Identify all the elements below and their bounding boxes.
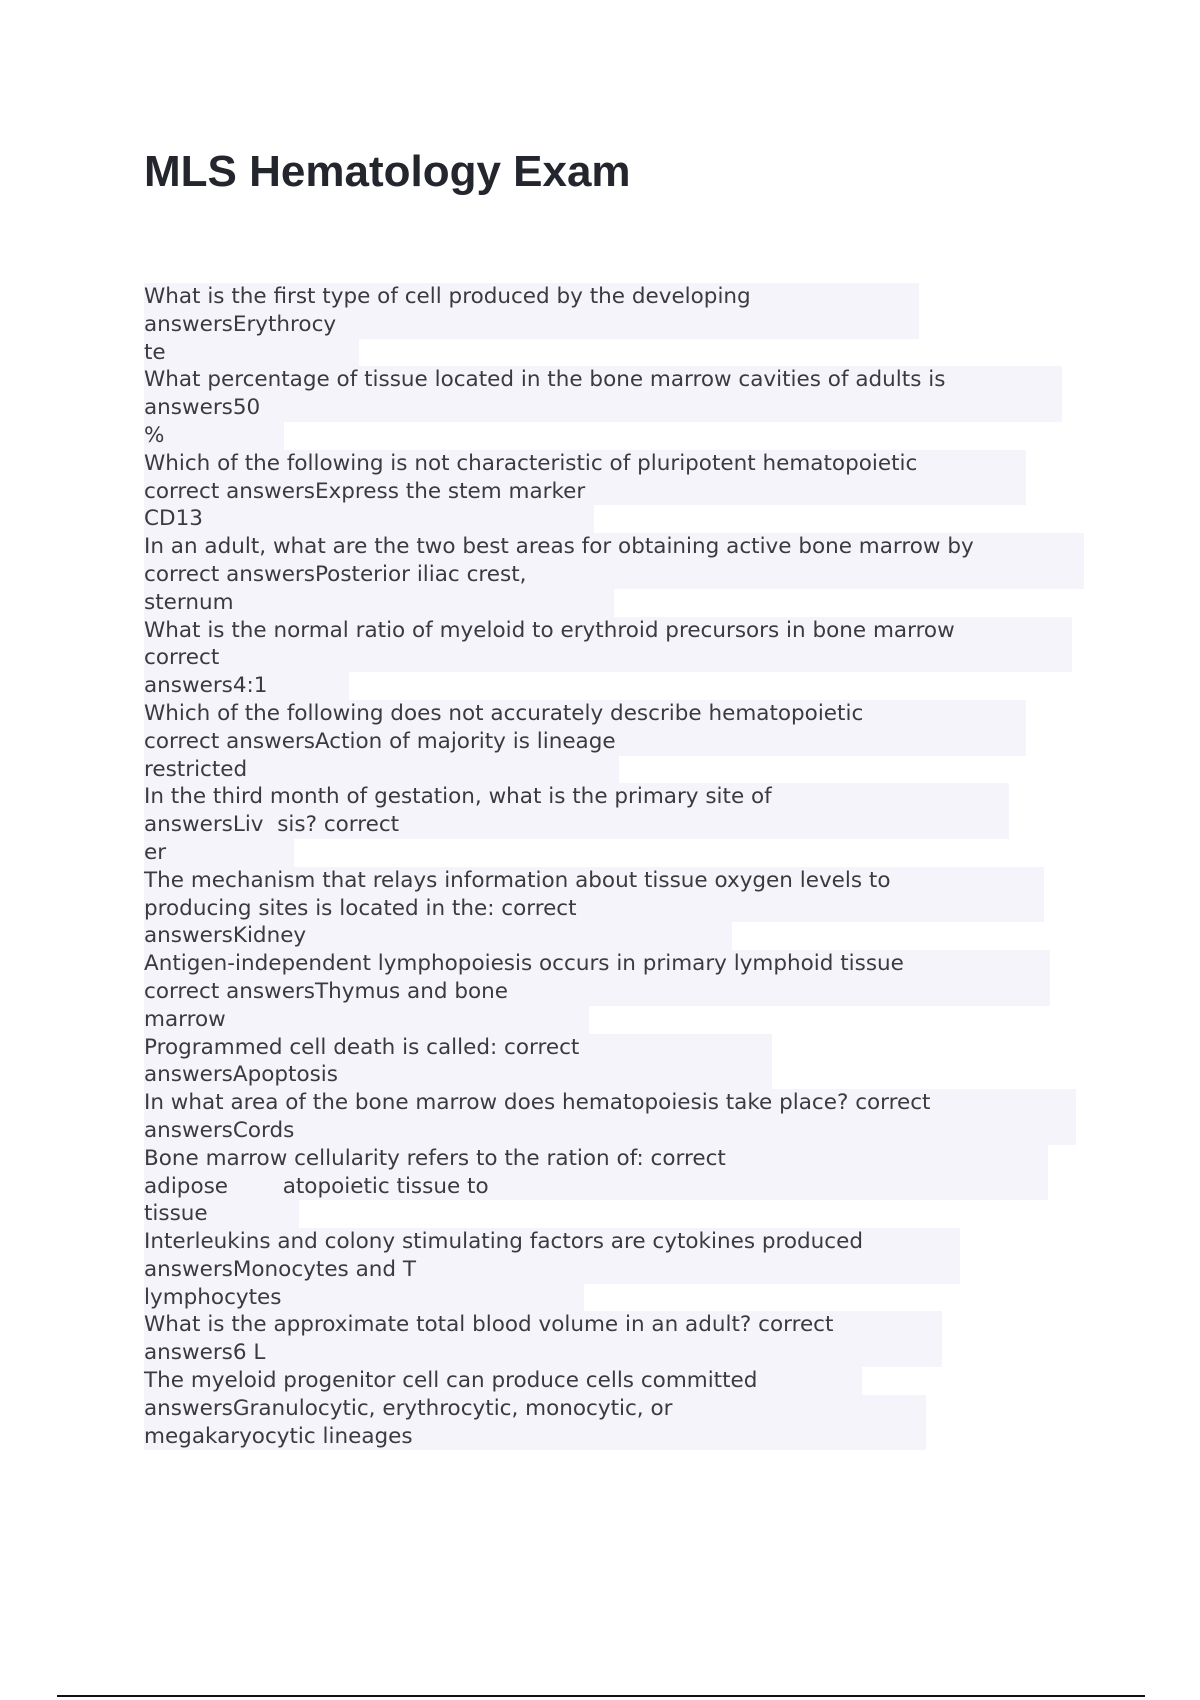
question-line <box>144 1367 1084 1395</box>
line-text: answers50 <box>144 395 261 421</box>
answer-line <box>144 1006 1084 1034</box>
qa-item <box>144 533 1084 616</box>
answer-line <box>144 1339 1084 1367</box>
line-text: marrow <box>144 1006 226 1032</box>
answer-line <box>144 589 1084 617</box>
question-line <box>144 533 1084 561</box>
line-text: What is the approximate total blood volume in an adult? correct <box>144 1312 834 1338</box>
line-text: Programmed cell death is called: correct <box>144 1034 580 1060</box>
line-text: answersLiv sis? correct <box>144 812 400 838</box>
line-text: answers6 L <box>144 1340 266 1366</box>
page-bottom-rule <box>57 1695 1145 1697</box>
answer-line <box>144 811 1084 839</box>
answer-line <box>144 311 1084 339</box>
line-text: correct answersThymus and bone <box>144 978 508 1004</box>
answer-line <box>144 922 1084 950</box>
qa-item <box>144 366 1084 449</box>
answer-line <box>144 672 1084 700</box>
question-line <box>144 783 1084 811</box>
text-highlight <box>144 339 359 367</box>
qa-item <box>144 1034 1084 1090</box>
text-highlight <box>144 505 594 533</box>
answer-line <box>144 756 1084 784</box>
answer-line <box>144 839 1084 867</box>
line-text: answersCords <box>144 1117 295 1143</box>
line-text: tissue <box>144 1201 208 1227</box>
qa-item <box>144 700 1084 783</box>
answer-line <box>144 561 1084 589</box>
line-text: What is the normal ratio of myeloid to erythroid precursors in bone marrow <box>144 617 955 643</box>
answer-line <box>144 1117 1084 1145</box>
line-text: producing sites is located in the: correct <box>144 895 577 921</box>
line-text: correct answersExpress the stem marker <box>144 478 586 504</box>
answer-line <box>144 1200 1084 1228</box>
question-line <box>144 700 1084 728</box>
line-text: Which of the following is not characteristic of pluripotent hematopoietic <box>144 450 918 476</box>
line-text: CD13 <box>144 506 203 532</box>
text-highlight <box>144 394 1062 422</box>
line-text: te <box>144 339 166 365</box>
text-highlight <box>144 422 284 450</box>
answer-line <box>144 1395 1084 1423</box>
line-text: megakaryocytic lineages <box>144 1423 413 1449</box>
question-line <box>144 450 1084 478</box>
line-text: answers4:1 <box>144 673 268 699</box>
line-text: er <box>144 839 167 865</box>
line-text: answersKidney <box>144 923 307 949</box>
line-text: answersErythrocy <box>144 311 337 337</box>
answer-line <box>144 978 1084 1006</box>
qa-item <box>144 1311 1084 1367</box>
question-line <box>144 1228 1084 1256</box>
line-text: The mechanism that relays information about tissue oxygen levels to <box>144 867 891 893</box>
answer-line <box>144 1061 1084 1089</box>
answer-line <box>144 1284 1084 1312</box>
answer-line <box>144 728 1084 756</box>
line-text: What is the first type of cell produced by the developing <box>144 284 751 309</box>
line-text: In the third month of gestation, what is the primary site of <box>144 784 772 810</box>
qa-item <box>144 950 1084 1033</box>
question-line <box>144 1145 1084 1173</box>
answer-line <box>144 478 1084 506</box>
answer-line <box>144 1423 1084 1451</box>
line-text: correct answersPosterior iliac crest, <box>144 561 527 587</box>
question-line <box>144 366 1084 394</box>
answer-line <box>144 644 1084 672</box>
line-text: What percentage of tissue located in the bone marrow cavities of adults is <box>144 367 946 393</box>
line-text: In an adult, what are the two best areas for obtaining active bone marrow by <box>144 534 974 560</box>
line-text: Antigen-independent lymphopoiesis occurs in primary lymphoid tissue <box>144 951 904 977</box>
answer-line <box>144 895 1084 923</box>
page-title: MLS Hematology Exam <box>144 147 631 196</box>
line-text: Bone marrow cellularity refers to the ration of: correct <box>144 1145 726 1171</box>
answer-line <box>144 1173 1084 1201</box>
line-text: % <box>144 422 165 448</box>
qa-item <box>144 450 1084 533</box>
qa-item <box>144 867 1084 950</box>
qa-item <box>144 783 1084 866</box>
text-highlight <box>144 644 1072 672</box>
answer-line <box>144 1256 1084 1284</box>
question-line <box>144 950 1084 978</box>
question-line <box>144 1034 1084 1062</box>
line-text: Which of the following does not accurately describe hematopoietic <box>144 700 864 726</box>
qa-item <box>144 617 1084 700</box>
line-text: correct <box>144 645 220 671</box>
qa-item <box>144 1145 1084 1228</box>
line-text: sternum <box>144 589 234 615</box>
line-text: answersMonocytes and T <box>144 1256 416 1282</box>
question-line <box>144 1089 1084 1117</box>
text-highlight <box>144 839 294 867</box>
question-line <box>144 617 1084 645</box>
line-text: The myeloid progenitor cell can produce cells committed <box>144 1368 758 1394</box>
question-line <box>144 283 1084 311</box>
question-line <box>144 1311 1084 1339</box>
question-line <box>144 867 1084 895</box>
qa-item <box>144 1367 1084 1450</box>
answer-line <box>144 339 1084 367</box>
answer-line <box>144 505 1084 533</box>
qa-list <box>144 283 1084 1450</box>
line-text: correct answersAction of majority is lineage <box>144 728 616 754</box>
line-text: restricted <box>144 756 248 782</box>
qa-item <box>144 1089 1084 1145</box>
qa-item <box>144 1228 1084 1311</box>
answer-line <box>144 394 1084 422</box>
line-text: lymphocytes <box>144 1284 282 1310</box>
qa-item <box>144 283 1084 366</box>
line-text: Interleukins and colony stimulating factors are cytokines produced <box>144 1229 863 1255</box>
answer-line <box>144 422 1084 450</box>
line-text: adipose atopoietic tissue to <box>144 1173 489 1199</box>
line-text: answersApoptosis <box>144 1062 338 1088</box>
line-text: answersGranulocytic, erythrocytic, monocytic, or <box>144 1395 673 1421</box>
line-text: In what area of the bone marrow does hematopoiesis take place? correct <box>144 1090 931 1116</box>
